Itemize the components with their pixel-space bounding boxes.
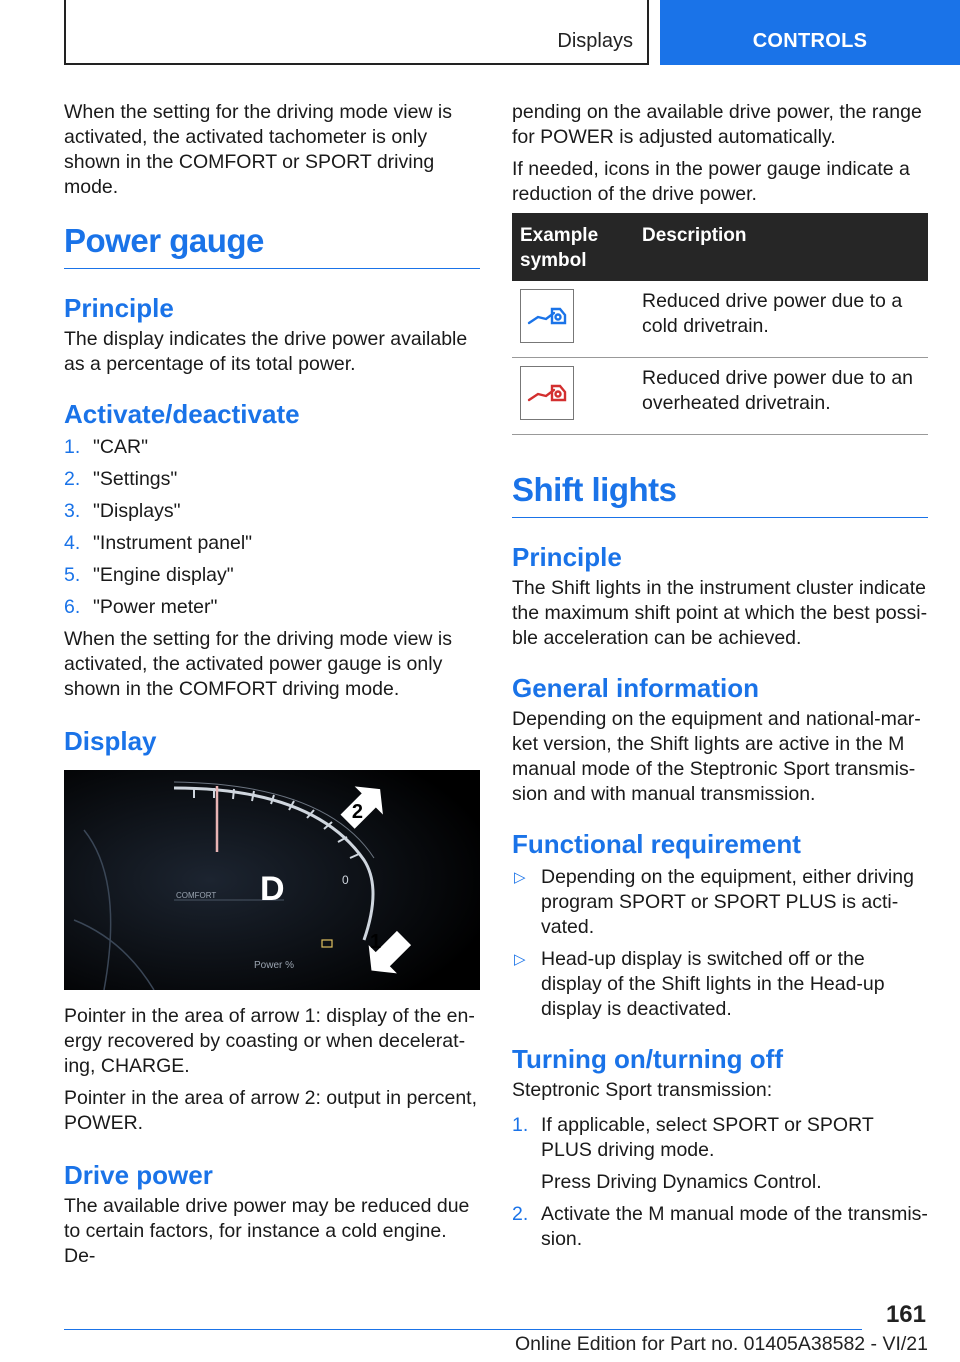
comfort-label: COMFORT (176, 891, 217, 900)
header-section-label: Displays (557, 30, 633, 52)
header-chapter-tab (660, 0, 960, 65)
arrow1-paragraph: Pointer in the area of arrow 1: display of the energy recovered by coasting or when decelerating, CHARGE. (64, 1005, 475, 1077)
table-cell-description: Reduced drive power due to an overheated drivetrain. (634, 358, 928, 435)
symbol-table (512, 213, 928, 435)
activate-heading: Activate/deactivate (64, 399, 300, 429)
list-item: 2. Activate the M manual mode of the transmission. (512, 1203, 928, 1250)
drive-power-paragraph: The available drive power may be reduced due to certain factors, for instance a cold engine. De- (64, 1195, 470, 1267)
footer-edition: Online Edition for Part no. 01405A38582 - VI/21 (514, 1333, 928, 1355)
power-percent-label: Power % (254, 960, 295, 971)
power-gauge-photo (64, 770, 480, 990)
list-item: ▷ Depending on the equipment, either driving program SPORT or SPORT PLUS is activated. (514, 866, 914, 938)
turning-intro-paragraph: Steptronic Sport transmission: (512, 1079, 773, 1101)
activate-steps-list (64, 435, 480, 620)
power-gauge-illustration (64, 770, 480, 990)
header-chapter-label: CONTROLS (752, 30, 868, 52)
arrow2-paragraph: Pointer in the area of arrow 2: output in percent, POWER. (64, 1087, 477, 1134)
drive-power-heading: Drive power (64, 1160, 213, 1190)
list-item: ▷ Head-up display is switched off or the display of the Shift lights in the Head-up display is deactivated. (514, 948, 885, 1020)
principle-paragraph: The display indicates the drive power available as a percentage of its total power. (64, 328, 468, 375)
page-number: 161 (885, 1301, 926, 1328)
list-item: 2. "Settings" (64, 468, 178, 490)
general-info-heading: General information (512, 673, 760, 703)
left-column (64, 100, 480, 1276)
turning-steps-list (512, 1113, 928, 1252)
table-cell-description: Reduced drive power due to a cold drivetrain. (634, 281, 928, 358)
functional-requirement-heading: Functional requirement (512, 829, 801, 859)
list-item: 6. "Power meter" (64, 596, 218, 618)
list-item: 3. "Displays" (64, 500, 181, 522)
table-header-description: Description (634, 213, 928, 281)
list-item: 4. "Instrument panel" (64, 532, 253, 554)
intro-paragraph: When the setting for the driving mode view is activated, the activated tachometer is only shown in the COMFORT or SPORT driving mode. (64, 101, 453, 198)
table-row (512, 281, 928, 358)
arrow-1-number: 1 (370, 931, 382, 953)
overheated-drivetrain-icon (520, 366, 574, 420)
header-section-box (64, 0, 649, 65)
table-header-symbol: Example symbol (512, 213, 634, 281)
power-gauge-heading: Power gauge (64, 222, 480, 269)
display-heading: Display (64, 726, 157, 756)
continuation-paragraph: pending on the available drive power, the range for POWER is adjusted automatically. (512, 101, 922, 148)
list-item: 1. If applicable, select SPORT or SPORT PLUS driving mode. Press Driving Dynamics Control. (512, 1114, 874, 1193)
requirements-list (512, 865, 928, 1022)
activate-note-paragraph: When the setting for the driving mode view is activated, the activated power gauge is only shown in the COMFORT driving mode. (64, 628, 453, 700)
general-info-paragraph: Depending on the equipment and national-market version, the Shift lights are active in the M manual mode of the Steptronic Sport transmission and with manual transmission. (512, 708, 921, 805)
triangle-bullet-icon: ▷ (514, 951, 526, 968)
cold-drivetrain-icon (520, 289, 574, 343)
gear-indicator: D (260, 870, 285, 908)
list-item: 5. "Engine display" (64, 564, 234, 586)
zero-mark: 0 (342, 873, 349, 887)
footer-divider (64, 1329, 862, 1330)
principle-heading: Principle (64, 293, 174, 323)
list-item: 1. "CAR" (64, 436, 149, 458)
table-row (512, 358, 928, 435)
svg-text:2: 2 (351, 800, 364, 823)
shift-lights-heading: Shift lights (512, 471, 928, 518)
right-column (512, 100, 928, 1259)
shift-principle-heading: Principle (512, 542, 622, 572)
shift-principle-paragraph: The Shift lights in the instrument cluster indicate the maximum shift point at which the best possible acceleration can be achieved. (512, 577, 928, 649)
turning-heading: Turning on/turning off (512, 1044, 783, 1074)
triangle-bullet-icon: ▷ (514, 869, 526, 886)
icons-paragraph: If needed, icons in the power gauge indicate a reduction of the drive power. (512, 158, 910, 205)
